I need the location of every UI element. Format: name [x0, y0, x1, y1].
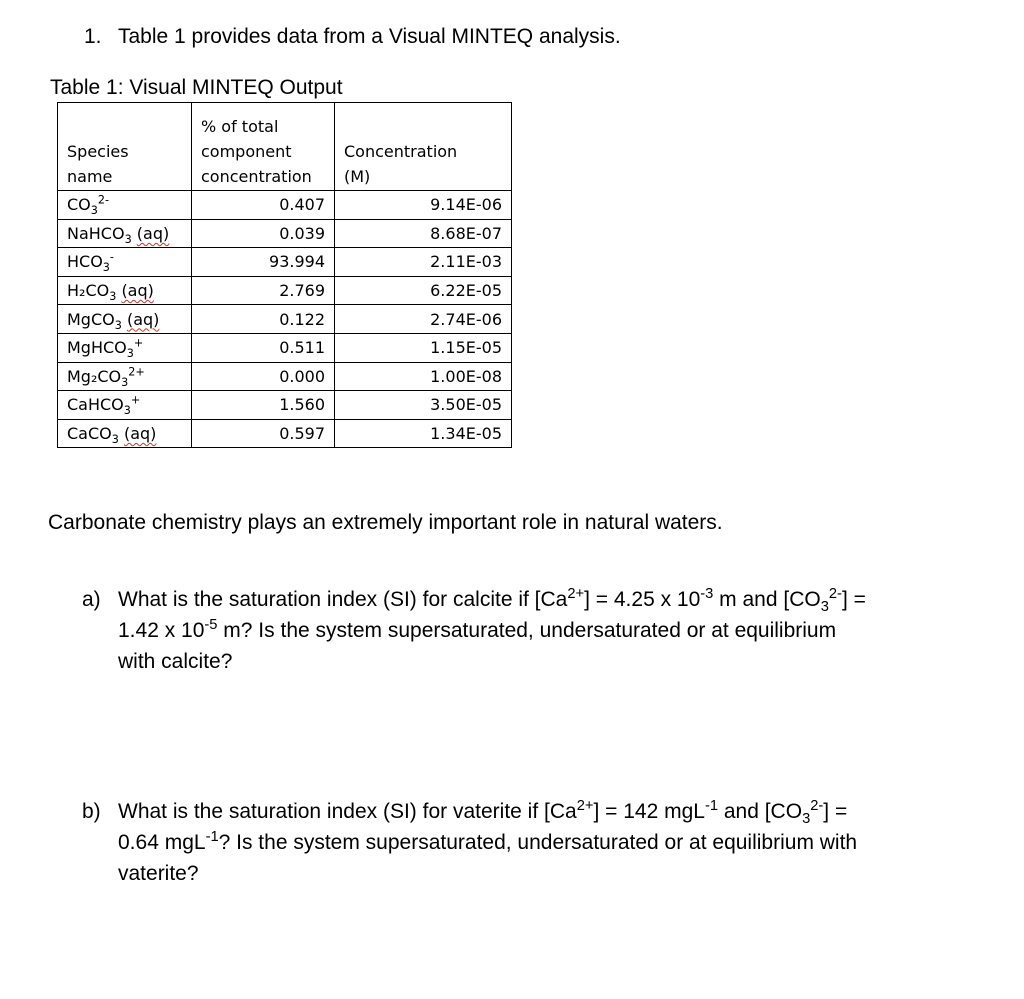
part-a-line-3: with calcite? — [118, 650, 233, 673]
percent-cell: 2.769 — [192, 276, 335, 305]
species-subscript: 3 — [123, 404, 131, 418]
percent-cell: 0.039 — [192, 219, 335, 248]
part-a-text-segment: 1.42 x 10 — [118, 619, 205, 642]
species-cell — [58, 219, 192, 248]
part-b-superscript: 2+ — [576, 798, 594, 814]
header-percent-total — [192, 103, 335, 191]
part-a-superscript: 2- — [828, 586, 842, 602]
percent-cell: 93.994 — [192, 248, 335, 277]
header-species-line-2: name — [67, 167, 113, 186]
species-charge: - — [109, 251, 114, 265]
species-subscript: 3 — [90, 204, 98, 218]
part-b-line-2 — [118, 827, 963, 858]
species-cell — [58, 191, 192, 220]
table-row — [58, 333, 512, 362]
part-b-text-segment: ] = — [823, 800, 848, 823]
species-formula: CO — [67, 195, 91, 215]
species-formula: Mg₂CO — [67, 366, 122, 386]
concentration-cell: 9.14E-06 — [335, 191, 512, 220]
part-a-text-segment: What is the saturation index (SI) for calcite if [Ca — [118, 588, 568, 611]
part-a-line-2 — [118, 615, 963, 646]
concentration-cell: 1.34E-05 — [335, 419, 512, 448]
species-cell — [58, 333, 192, 362]
part-b-superscript: -1 — [205, 829, 219, 845]
intro-text: Carbonate chemistry plays an extremely important role in natural waters. — [48, 511, 723, 534]
header-percent-line-1: % of total — [201, 117, 279, 136]
species-subscript: 3 — [114, 318, 122, 332]
species-formula: H₂CO — [67, 281, 110, 301]
species-cell — [58, 362, 192, 391]
species-charge: + — [133, 336, 144, 350]
species-formula: MgCO — [67, 309, 115, 329]
species-cell — [58, 419, 192, 448]
species-subscript: 3 — [126, 347, 134, 361]
part-b-question — [118, 796, 963, 889]
species-formula: NaHCO — [67, 223, 125, 243]
part-a-text-segment: m? Is the system supersaturated, undersaturated or at equilibrium — [217, 619, 837, 642]
species-subscript: 3 — [109, 290, 117, 304]
concentration-cell: 8.68E-07 — [335, 219, 512, 248]
table-row — [58, 305, 512, 334]
species-phase: (aq) — [121, 281, 154, 301]
question-number: 1. — [84, 25, 102, 48]
part-a-letter: a) — [82, 588, 101, 611]
header-conc-line-1: Concentration — [344, 142, 458, 161]
header-species-name — [58, 103, 192, 191]
species-cell — [58, 391, 192, 420]
part-a-superscript: 2+ — [567, 586, 585, 602]
part-b-line-1 — [118, 796, 963, 827]
concentration-cell: 1.00E-08 — [335, 362, 512, 391]
species-formula: HCO — [67, 252, 103, 272]
header-percent-line-2: component — [201, 142, 292, 161]
part-b-subscript: 3 — [802, 811, 811, 828]
table-header-row — [58, 103, 512, 191]
concentration-cell: 1.15E-05 — [335, 333, 512, 362]
species-subscript: 3 — [102, 261, 110, 275]
part-b-text-segment: ? Is the system supersaturated, undersaturated or at equilibrium with — [218, 831, 858, 854]
species-charge: 2+ — [128, 365, 145, 379]
part-b-text-segment: 0.64 mgL — [118, 831, 206, 854]
header-conc-line-2: (M) — [344, 167, 371, 186]
minteq-output-table — [57, 102, 512, 448]
species-subscript: 3 — [121, 376, 129, 390]
percent-cell: 1.560 — [192, 391, 335, 420]
part-b-line-3: vaterite? — [118, 862, 199, 885]
part-b-superscript: 2- — [810, 798, 824, 814]
header-species-line-1: Species — [67, 142, 129, 161]
question-text: Table 1 provides data from a Visual MINTEQ analysis. — [118, 25, 621, 48]
percent-cell: 0.597 — [192, 419, 335, 448]
species-formula: MgHCO — [67, 338, 127, 358]
table-row — [58, 248, 512, 277]
table-row — [58, 362, 512, 391]
species-formula: CaCO — [67, 424, 112, 444]
table-row — [58, 419, 512, 448]
part-a-text-segment: m and [CO — [713, 588, 821, 611]
species-phase: (aq) — [136, 223, 170, 243]
part-b-text-segment: and [CO — [718, 800, 803, 823]
percent-cell: 0.511 — [192, 333, 335, 362]
table-body — [58, 191, 512, 448]
table-caption: Table 1: Visual MINTEQ Output — [50, 76, 343, 99]
header-concentration — [335, 103, 512, 191]
species-subscript: 3 — [124, 233, 132, 247]
part-a-subscript: 3 — [820, 599, 829, 616]
part-a-superscript: -3 — [700, 586, 714, 602]
part-b-text-segment: What is the saturation index (SI) for vaterite if [Ca — [118, 800, 577, 823]
species-phase: (aq) — [123, 424, 157, 444]
part-b-letter: b) — [82, 800, 101, 823]
species-formula: CaHCO — [67, 395, 124, 415]
part-a-text-segment: ] = 4.25 x 10 — [584, 588, 701, 611]
species-subscript: 3 — [111, 433, 119, 447]
percent-cell: 0.407 — [192, 191, 335, 220]
table-row — [58, 391, 512, 420]
part-a-superscript: -5 — [204, 617, 218, 633]
part-b-text-segment: ] = 142 mgL — [593, 800, 705, 823]
part-a-line-1 — [118, 584, 963, 615]
concentration-cell: 2.11E-03 — [335, 248, 512, 277]
species-charge: 2- — [97, 193, 110, 207]
percent-cell: 0.000 — [192, 362, 335, 391]
species-charge: + — [130, 394, 141, 408]
part-a-text-segment: ] = — [841, 588, 866, 611]
table-row — [58, 191, 512, 220]
part-b-superscript: -1 — [704, 798, 719, 814]
species-cell — [58, 305, 192, 334]
concentration-cell: 6.22E-05 — [335, 276, 512, 305]
concentration-cell: 2.74E-06 — [335, 305, 512, 334]
part-a-question — [118, 584, 963, 677]
species-phase: (aq) — [126, 309, 160, 329]
table-row — [58, 276, 512, 305]
species-cell — [58, 276, 192, 305]
table-row — [58, 219, 512, 248]
percent-cell: 0.122 — [192, 305, 335, 334]
header-percent-line-3: concentration — [201, 167, 312, 186]
concentration-cell: 3.50E-05 — [335, 391, 512, 420]
species-cell — [58, 248, 192, 277]
